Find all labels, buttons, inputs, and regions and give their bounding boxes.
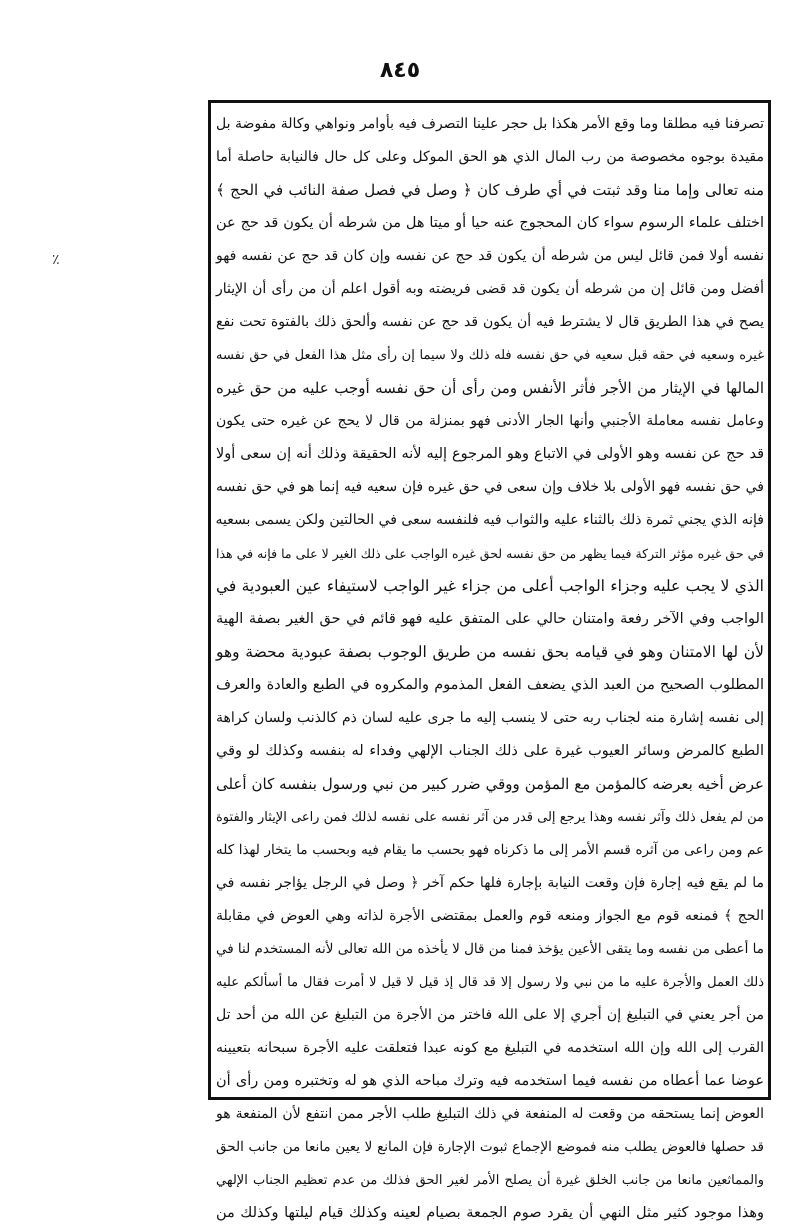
text-line: من أجر يعني في التبليغ إن أجري إلا على الله فاختر من الأجرة من التبليغ عن الله من أحد تل [216,1007,764,1023]
text-line: الواجب وفي الآخر رفعة وامتنان حالي على المتفق عليه فهو قائم في حق الغير بصفة الهية [216,611,764,627]
text-line: اختلف علماء الرسوم سواء كان المحجوج عنه حيا أو ميتا هل من شرطه أن يكون قد حج عن [216,215,764,231]
text-line: الحج ﴾ فمنعه قوم مع الجواز ومنعه قوم والعمل بمقتضى الأجرة لذاته وهي العوض في مقابلة [216,908,764,924]
text-line: في حق نفسه فهو الأولى بلا خلاف وإن سعى في حق غيره فإن سعيه فيه إنما هو في حق نفسه [216,479,764,495]
text-line: لأن لها الامتنان وهو في قيامه بحق نفسه من طريق الوجوب بصفة عبودية محضة وهو [216,643,764,661]
text-line: الذي لا يجب عليه وجزاء الواجب أعلى من جزاء غير الواجب لاستيفاء عين العبودية في [216,577,764,595]
text-line: قد حصلها فالعوض يطلب منه فموضع الإجماع ثبوت الإجارة فإن المانع لا يعين مانعا من جانب الحق [216,1139,764,1155]
text-line: من لم يفعل ذلك وآثر نفسه وهذا يرجع إلى قدر من آثر نفسه على نفسه لذلك فمن راعى الإيثار والفتوة [216,810,764,825]
text-line: فإنه الذي يجني ثمرة ذلك بالثناء عليه والثواب فيه فلنفسه سعى في الحالتين ولكن يسمى بسعيه [215,512,764,528]
text-line: المالها في الإيثار من الأجر فأثر الأنفس ومن رأى أن حق نفسه أوجب عليه من حق غيره [216,379,764,397]
text-line: منه تعالى وإما منا وقد ثبتت في أي طرف كان ﴿ وصل في فصل صفة النائب في الحج ﴾ [216,181,764,199]
text-line: نفسه أولا فمن قائل ليس من شرطه أن يكون قد حج عن نفسه وإن كان قد حج عن نفسه فهو [216,248,764,264]
text-line: ما لم يقع فيه إجارة فإن وقعت النيابة بإجارة فلها حكم آخر ﴿ وصل في الرجل يؤاجر نفسه في [216,875,764,891]
text-line: إلى نفسه إشارة منه لجناب ربه حتى لا ينسب إليه ما جرى عليه لسان ذم كالذنب ولسان كراهة [216,710,764,726]
text-line: أفضل ومن قائل إن من شرطه أن يكون قد قضى فريضته وبه أقول اعلم أن من رأى أن الإيثار [216,281,764,297]
text-line: العوض إنما يستحقه من وقعت له المنفعة في ذلك التبليغ طلب الأجر ممن انتفع لأن المنفعة هو [216,1106,764,1122]
text-line: وعامل نفسه معاملة الأجنبي وأنها الجار الأدنى فهو بمنزلة من قال لا يحج عن غيره حتى يكون [216,413,764,429]
text-line: يصح في هذا الطريق قال لا يشترط فيه أن يكون قد حج عن نفسه وألحق ذلك بالفتوة تحت نفع [216,314,764,330]
text-block [212,108,768,1221]
text-line: غيره وسعيه في حقه قبل سعيه في حق نفسه فله ذلك ولا سيما إن رأى مثل هذا الفعل في حق نفسه [216,348,764,363]
text-line: عم ومن راعى من آثره قسم الأمر إلى ما ذكرناه فهو بحسب ما يقام فيه وبحسب ما يتخار لهذا كله [216,842,764,858]
text-line: عوضا عما أعطاه من نفسه فيما استخدمه فيه وترك مباحه الذي هو له وتختبره ومن رأى أن [216,1073,764,1089]
text-line: القرب إلى الله وإن الله استخدمه في التبليغ مع كونه عبدا فتعلقت عليه الأجرة سبحانه بتعيينه [216,1040,764,1056]
text-line: والمماثعين مانعا من جانب الخلق غيرة أن يصلح الأمر لغير الحق فذلك من عدم تعظيم الجناب الإلهي [216,1173,764,1188]
text-line: ما أعطى من نفسه وما يتقى الأعين يؤخذ فمنا من قال لا يأخذه من الله تعالى لأنه المستخدم لنا في [215,941,764,957]
text-line: في حق غيره مؤثر التركة فيما يظهر من حق نفسه لحق غيره الواجب على ذلك الغير لا على ما فإنه في هذا [216,546,764,561]
text-line: الطبع كالمرض وسائر العيوب غيرة على ذلك الجناب الإلهي وفداء له بنفسه وكذلك لو وقي [216,743,764,759]
page-number: ٨٤٥ [379,58,421,83]
text-line: المطلوب الصحيح من العبد الذي يضعف الفعل المذموم والمكروه في الطبع والعادة والعرف [216,677,764,693]
margin-mark: ٪ [52,252,60,268]
text-line: قد حج عن نفسه وهو الأولى في الاتباع وهو المرجوع إليه لأنه الحقيقة وذلك أنه إن سعى أولا [216,446,764,462]
text-line: مقيدة بوجوه مخصوصة من رب المال الذي هو الحق الموكل وعلى كل حال فالنيابة حاصلة أما [216,149,764,165]
text-line: ذلك العمل والأجرة عليه ما من نبي ولا رسول إلا قد قال إذ قيل لا قيل لا أمرت فقال ما أسألكم عليه [216,975,764,990]
text-line: وهذا موجود كثير مثل النهي أن يقرد صوم الجمعة بصيام لعينه وكذلك قيام ليلتها وكذلك من [216,1205,764,1221]
text-line: تصرفنا فيه مطلقا وما وقع الأمر هكذا بل حجر علينا التصرف فيه بأوامر ونواهي وكالة مفوضة بل [216,116,764,132]
text-line: عرض أخيه بعرضه كالمؤمن مع المؤمن ووقي ضرر كبير من نبي ورسول بنفسه كان أعلى [216,775,764,793]
